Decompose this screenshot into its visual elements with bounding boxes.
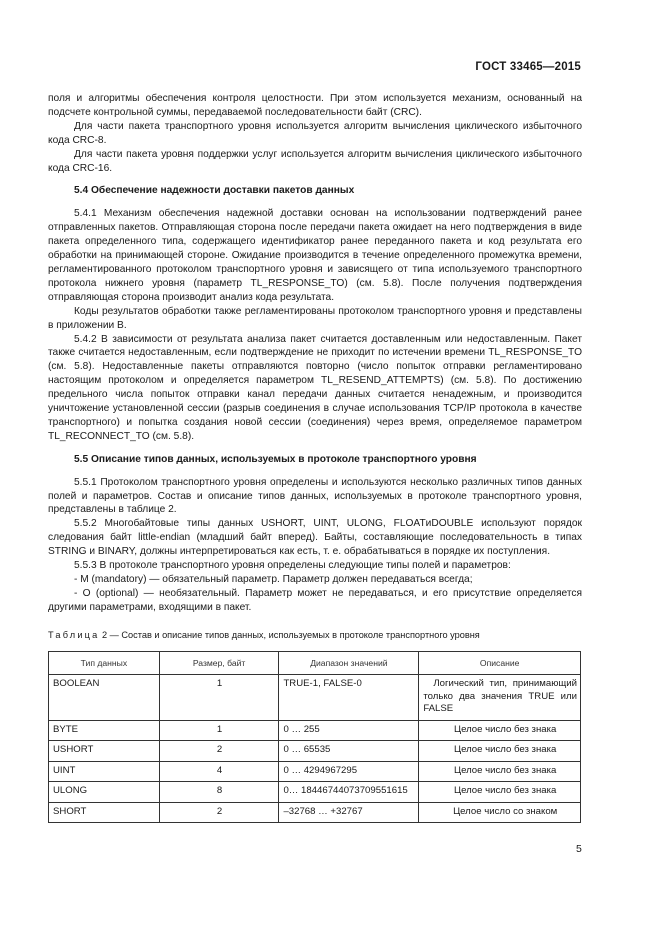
table-row	[49, 782, 581, 803]
cell-range: 0… 18446744073709551615	[279, 782, 419, 803]
cell-description: Целое число без знака	[419, 761, 581, 782]
cell-size: 4	[159, 761, 279, 782]
table-row	[49, 802, 581, 823]
cell-size: 8	[159, 782, 279, 803]
table-row	[49, 720, 581, 741]
cell-range: 0 … 255	[279, 720, 419, 741]
section-title-5-5: 5.5 Описание типов данных, используемых в протоколе транспортного уровня	[74, 453, 477, 465]
column-header: Тип данных	[49, 651, 160, 675]
section-title-5-4: 5.4 Обеспечение надежности доставки пакетов данных	[74, 185, 355, 197]
column-header: Диапазон значений	[279, 651, 419, 675]
page-number: 5	[576, 843, 582, 855]
cell-type: SHORT	[49, 802, 160, 823]
table-caption	[48, 629, 582, 643]
paragraph: Коды результатов обработки также регламентированы протоколом транспортного уровня и представлены в приложении В.	[48, 305, 582, 331]
cell-range: –32768 … +32767	[279, 802, 419, 823]
column-header: Размер, байт	[159, 651, 279, 675]
cell-type: UINT	[49, 761, 160, 782]
table-caption-text: 2 — Состав и описание типов данных, используемых в протоколе транспортного уровня	[99, 629, 480, 640]
cell-range: 0 … 65535	[279, 741, 419, 762]
cell-size: 1	[159, 675, 279, 721]
table-header-row	[49, 651, 581, 675]
paragraph: 5.5.3 В протоколе транспортного уровня определены следующие типы полей и параметров:	[74, 560, 511, 572]
paragraph: Для части пакета транспортного уровня используется алгоритм вычисления циклического избыточного кода CRC-8.	[48, 120, 582, 146]
table-row	[49, 761, 581, 782]
cell-size: 2	[159, 741, 279, 762]
paragraph: 5.5.1 Протоколом транспортного уровня определены и используются несколько различных типов данных полей и параметров. Состав и описание типов данных, используемых в протоколе транспортного уровня, представлены в таблице 2.	[48, 476, 582, 516]
cell-description: Целое число без знака	[419, 782, 581, 803]
cell-type: BYTE	[49, 720, 160, 741]
cell-size: 1	[159, 720, 279, 741]
list-item: - M (mandatory) — обязательный параметр. Параметр должен передаваться всегда;	[74, 574, 473, 585]
page-content	[48, 92, 582, 823]
paragraph: 5.4.2 В зависимости от результата анализа пакет считается доставленным или недоставленным. Пакет также считается недоставленным, если подтверждение не приходит по истечении времени TL_RESPONSE_TO (см. 5.8). Недоставленные пакеты отправляются повторно (число попыток отправки регламентировано настоящим протоколом и определяется параметром TL_RESEND_ATTEMPTS) (см. 5.8). По достижению предельного числа попыток отправки канал передачи данных считается ненадежным, и производится уничтожение установленной сессии (разрыв соединения в случае использования TCP/IP протокола в качестве транспортного) и попытка создания новой сессии (соединения) через время, определяемое параметром TL_RECONNECT_TO (см. 5.8).	[48, 333, 582, 442]
list-item: - O (optional) — необязательный. Параметр может не передаваться, и его присутствие определяется другими параметрами, входящими в пакет.	[48, 587, 582, 613]
paragraph: 5.5.2 Многобайтовые типы данных USHORT, UINT, ULONG, FLOATиDOUBLE используют порядок следования байт little-endian (младший байт вперед). Байты, составляющие последовательность в типах STRING и BINARY, должны интерпретироваться как есть, т. е. обрабатываться в порядке их поступления.	[48, 518, 582, 558]
cell-type: ULONG	[49, 782, 160, 803]
data-types-table	[48, 651, 581, 824]
cell-range: TRUE-1, FALSE-0	[279, 675, 419, 721]
column-header: Описание	[419, 651, 581, 675]
document-code: ГОСТ 33465—2015	[475, 61, 581, 73]
paragraph: 5.4.1 Механизм обеспечения надежной доставки основан на использовании подтверждений ранее отправленных пакетов. Отправляющая сторона после передачи пакета ожидает на него подтверждения в виде пакета определенного типа, содержащего идентификатор ранее переданного пакета и код результата его обработки на принимающей стороне. Ожидание производится в течение определенного промежутка времени, регламентированного протоколом транспортного уровня и зависящего от типа используемого транспортного протокола нижнего уровня (параметр TL_RESPONSE_TO) (см. 5.8). После получения подтверждения отправляющая сторона производит анализ кода результата.	[48, 208, 582, 303]
cell-description: Целое число без знака	[419, 741, 581, 762]
cell-description: Логический тип, принимающий только два значения TRUE или FALSE	[419, 675, 581, 721]
table-caption-label: Таблица	[48, 629, 100, 640]
cell-type: BOOLEAN	[49, 675, 160, 721]
paragraph: Для части пакета уровня поддержки услуг используется алгоритм вычисления циклического избыточного кода CRC-16.	[48, 148, 582, 174]
paragraph: поля и алгоритмы обеспечения контроля целостности. При этом используется механизм, основанный на подсчете контрольной суммы, передаваемой последовательности байт (CRC).	[48, 93, 582, 118]
cell-description: Целое число со знаком	[419, 802, 581, 823]
cell-range: 0 … 4294967295	[279, 761, 419, 782]
cell-size: 2	[159, 802, 279, 823]
cell-type: USHORT	[49, 741, 160, 762]
cell-description: Целое число без знака	[419, 720, 581, 741]
table-row	[49, 741, 581, 762]
table-row	[49, 675, 581, 721]
